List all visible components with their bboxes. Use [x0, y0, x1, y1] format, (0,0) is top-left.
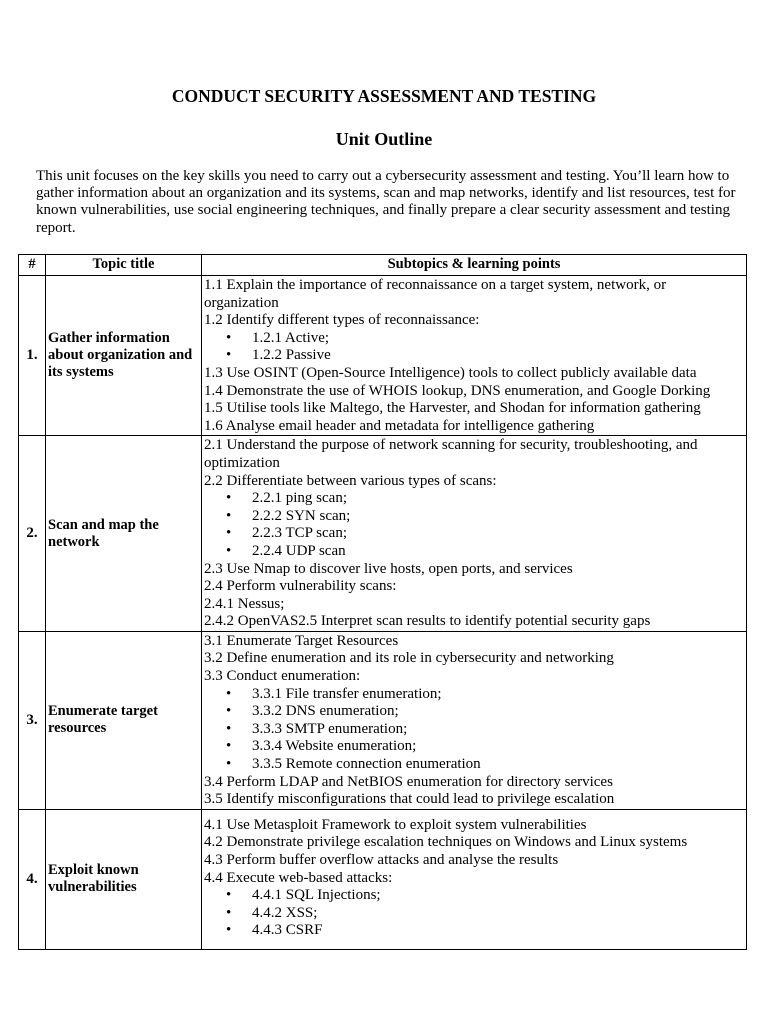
- bullet-item: [204, 490, 744, 508]
- subtopic-line: [204, 834, 744, 852]
- document-subtitle: Unit Outline: [335, 129, 433, 149]
- subtopic-line: [204, 774, 744, 792]
- subtopic-text: 2.4.2 OpenVAS2.5 Interpret scan results to identify potential security gaps: [204, 613, 651, 630]
- table-row: [19, 809, 747, 949]
- subtopic-line: [204, 817, 744, 835]
- subtopic-text: 4.4.1 SQL Injections;: [252, 887, 381, 904]
- subtopic-line: [204, 561, 744, 579]
- subtopic-text: 4.3 Perform buffer overflow attacks and analyse the results: [204, 852, 559, 868]
- bullet-item: [204, 686, 744, 704]
- subtopics-cell: [202, 436, 747, 632]
- bullet-item: [204, 738, 744, 756]
- subtopic-text: 3.5 Identify misconfigurations that could lead to privilege escalation: [204, 791, 615, 808]
- subtopic-text: 3.2 Define enumeration and its role in cybersecurity and networking: [204, 650, 614, 667]
- subtopic-text: 2.4.1 Nessus;: [204, 595, 285, 612]
- bullet-item: [204, 905, 744, 923]
- topic-title: Gather information about organization and its systems: [46, 276, 202, 436]
- subtopic-text: 2.1 Understand the purpose of network scanning for security, troubleshooting, and optimization: [204, 437, 698, 471]
- subtopic-text: 2.2 Differentiate between various types of scans:: [204, 472, 497, 489]
- subtopic-text: 3.3 Conduct enumeration:: [204, 668, 361, 685]
- bullet-item: [204, 703, 744, 721]
- bullet-item: [204, 756, 744, 774]
- bullet-item: [204, 887, 744, 905]
- table-header-row: [19, 255, 747, 276]
- topic-title: Scan and map the network: [46, 436, 202, 632]
- subtopic-line: [204, 578, 744, 596]
- subtopic-text: 4.4.3 CSRF: [252, 922, 323, 939]
- row-number: 4.: [19, 809, 46, 949]
- table-row: [19, 276, 747, 436]
- subtopic-line: [204, 312, 744, 330]
- subtopic-text: 2.2.4 UDP scan: [252, 542, 346, 559]
- subtopic-line: [204, 418, 744, 436]
- subtopic-text: 3.3.4 Website enumeration;: [252, 738, 417, 755]
- subtopics-cell: [202, 631, 747, 809]
- row-number: 1.: [19, 276, 46, 436]
- subtopic-line: [204, 473, 744, 491]
- subtopic-line: [204, 277, 744, 312]
- table-row: [19, 631, 747, 809]
- subtopic-text: 1.6 Analyse email header and metadata for intelligence gathering: [204, 417, 595, 434]
- subtopic-text: 3.3.3 SMTP enumeration;: [252, 720, 408, 737]
- bullet-item: [204, 922, 744, 940]
- subtopic-text: 3.3.5 Remote connection enumeration: [252, 756, 481, 773]
- bullet-item: [204, 525, 744, 543]
- subtopic-text: 2.2.1 ping scan;: [252, 490, 347, 507]
- subtopic-text: 4.4.2 XSS;: [252, 904, 318, 921]
- topic-title: Enumerate target resources: [46, 631, 202, 809]
- header-topic-title: Topic title: [46, 255, 202, 276]
- subtopic-text: 1.4 Demonstrate the use of WHOIS lookup, DNS enumeration, and Google Dorking: [204, 382, 711, 399]
- subtopic-line: [204, 365, 744, 383]
- bullet-item: [204, 330, 744, 348]
- unit-outline-table: [18, 254, 747, 950]
- subtopic-text: 3.4 Perform LDAP and NetBIOS enumeration for directory services: [204, 773, 613, 790]
- subtopic-text: 4.2 Demonstrate privilege escalation techniques on Windows and Linux systems: [204, 834, 688, 851]
- subtopic-text: 1.2.1 Active;: [252, 329, 330, 346]
- bullet-item: [204, 347, 744, 365]
- subtopic-line: [204, 791, 744, 809]
- document-title: CONDUCT SECURITY ASSESSMENT AND TESTING: [171, 86, 597, 106]
- subtopic-text: 2.3 Use Nmap to discover live hosts, open ports, and services: [204, 560, 573, 577]
- subtopic-line: [204, 668, 744, 686]
- subtopics-cell: [202, 276, 747, 436]
- subtopic-line: [204, 613, 744, 631]
- subtopic-line: [204, 437, 744, 472]
- header-number: #: [19, 255, 46, 276]
- subtopic-text: 3.1 Enumerate Target Resources: [204, 632, 399, 649]
- topic-title: Exploit known vulnerabilities: [46, 809, 202, 949]
- subtopic-line: [204, 870, 744, 888]
- subtopic-line: [204, 650, 744, 668]
- subtopic-text: 3.3.2 DNS enumeration;: [252, 703, 399, 720]
- subtopic-text: 1.3 Use OSINT (Open-Source Intelligence) tools to collect publicly available data: [204, 364, 697, 381]
- bullet-item: [204, 508, 744, 526]
- header-subtopics: Subtopics & learning points: [202, 255, 747, 276]
- subtopic-line: [204, 400, 744, 418]
- table-row: [19, 436, 747, 632]
- subtopic-text: 4.1 Use Metasploit Framework to exploit system vulnerabilities: [204, 816, 587, 833]
- subtopic-text: 1.1 Explain the importance of reconnaissance on a target system, network, or organization: [204, 277, 667, 311]
- subtopic-text: 1.5 Utilise tools like Maltego, the Harvester, and Shodan for information gathering: [204, 400, 701, 417]
- subtopics-cell: [202, 809, 747, 949]
- subtopic-text: 2.2.2 SYN scan;: [252, 507, 351, 524]
- subtopic-line: [204, 383, 744, 401]
- intro-paragraph: This unit focuses on the key skills you need to carry out a cybersecurity assessment and testing. You’ll learn how to gather information about an organization and its systems, scan and map networks, identify and list resources, test for known vulnerabilities, use social engineering techniques, and finally prepare a clear security assessment and testing report.: [36, 168, 736, 236]
- row-number: 2.: [19, 436, 46, 632]
- subtopic-text: 1.2.2 Passive: [252, 347, 331, 364]
- bullet-item: [204, 543, 744, 561]
- subtopic-text: 1.2 Identify different types of reconnaissance:: [204, 312, 480, 329]
- subtopic-text: 2.2.3 TCP scan;: [252, 525, 348, 542]
- subtopic-line: [204, 633, 744, 651]
- subtopic-text: 3.3.1 File transfer enumeration;: [252, 685, 442, 702]
- subtopic-line: [204, 852, 744, 870]
- subtopic-line: [204, 596, 744, 614]
- subtopic-text: 4.4 Execute web-based attacks:: [204, 869, 393, 886]
- bullet-item: [204, 721, 744, 739]
- row-number: 3.: [19, 631, 46, 809]
- subtopic-text: 2.4 Perform vulnerability scans:: [204, 578, 397, 595]
